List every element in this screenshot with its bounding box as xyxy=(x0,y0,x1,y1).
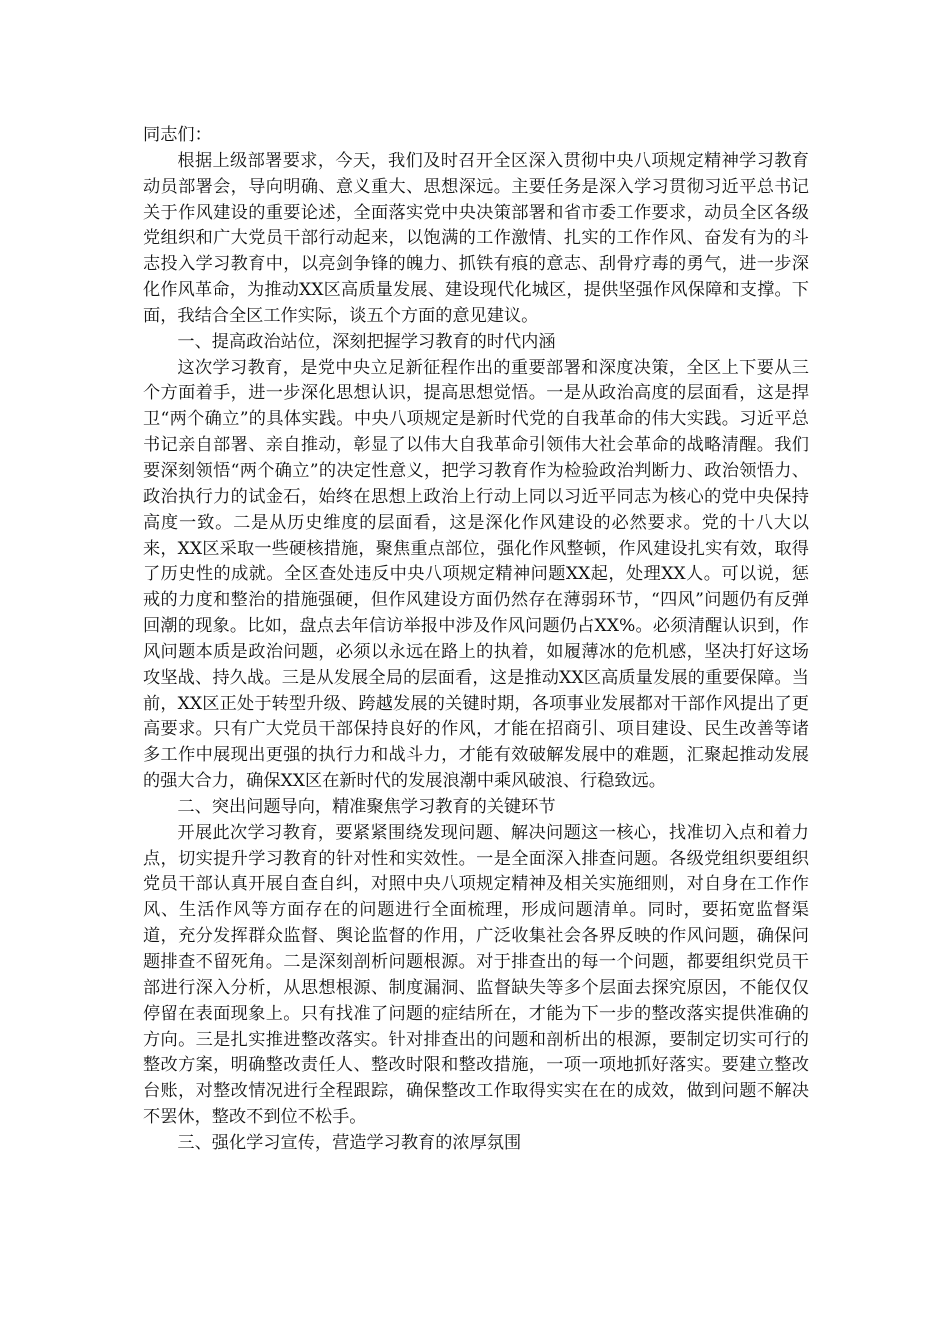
section-2-heading: 二、突出问题导向，精准聚焦学习教育的关键环节 xyxy=(177,796,556,817)
section-2-paragraph: 开展此次学习教育，要紧紧围绕发现问题、解决问题这一核心，找准切入点和着力点，切实提升学习教育的针对性和实效性。一是全面深入排查问题。各级党组织要组织党员干部认真开展自查自纠，对照中央八项规定精神及相关实施细则，对自身在工作作风、生活作风等方面存在的问题进行全面梳理，形成问题清单。同时，要拓宽监督渠道，充分发挥群众监督、舆论监督的作用，广泛收集社会各界反映的作风问题，确保问题排查不留死角。二是深刻剖析问题根源。对于排查出的每一个问题，都要组织党员干部进行深入分析，从思想根源、制度漏洞、监督缺失等多个层面去探究原因，不能仅仅停留在表面现象上。只有找准了问题的症结所在，才能为下一步的整改落实提供准确的方向。三是扎实推进整改落实。针对排查出的问题和剖析出的根源，要制定切实可行的整改方案，明确整改责任人、整改时限和整改措施，一项一项地抓好落实。要建立整改台账，对整改情况进行全程跟踪，确保整改工作取得实实在在的成效，做到问题不解决不罢休，整改不到位不松手。 xyxy=(143,822,809,1128)
section-1-heading: 一、提高政治站位，深刻把握学习教育的时代内涵 xyxy=(177,331,556,352)
intro-paragraph: 根据上级部署要求，今天，我们及时召开全区深入贯彻中央八项规定精神学习教育动员部署会，导向明确、意义重大、思想深远。主要任务是深入学习贯彻习近平总书记关于作风建设的重要论述，全面落实党中央决策部署和省市委工作要求，动员全区各级党组织和广大党员干部行动起来，以饱满的工作激情、扎实的工作作风、奋发有为的斗志投入学习教育中，以亮剑争锋的魄力、抓铁有痕的意志、刮骨疗毒的勇气，进一步深化作风革命，为推动XX区高质量发展、建设现代化城区，提供坚强作风保障和支撑。下面，我结合全区工作实际，谈五个方面的意见建议。 xyxy=(143,150,809,326)
salutation: 同志们： xyxy=(143,125,212,145)
section-3-heading: 三、强化学习宣传，营造学习教育的浓厚氛围 xyxy=(177,1132,522,1153)
section-1-paragraph: 这次学习教育，是党中央立足新征程作出的重要部署和深度决策，全区上下要从三个方面着手，进一步深化思想认识，提高思想觉悟。一是从政治高度的层面看，这是捍卫“两个确立”的具体实践。中央八项规定是新时代党的自我革命的伟大实践。习近平总书记亲自部署、亲自推动，彰显了以伟大自我革命引领伟大社会革命的战略清醒。我们要深刻领悟“两个确立”的决定性意义，把学习教育作为检验政治判断力、政治领悟力、政治执行力的试金石，始终在思想上政治上行动上同以习近平同志为核心的党中央保持高度一致。二是从历史维度的层面看，这是深化作风建设的必然要求。党的十八大以来，XX区采取一些硬核措施，聚焦重点部位，强化作风整顿，作风建设扎实有效，取得了历史性的成就。全区查处违反中央八项规定精神问题XX起，处理XX人。可以说，惩戒的力度和整治的措施强硬，但作风建设方面仍然存在薄弱环节，“四风”问题仍有反弹回潮的现象。比如，盘点去年信访举报中涉及作风问题仍占XX%。必须清醒认识到，作风问题本质是政治问题，必须以永远在路上的执着，如履薄冰的危机感，坚决打好这场攻坚战、持久战。三是从发展全局的层面看，这是推动XX区高质量发展的重要保障。当前，XX区正处于转型升级、跨越发展的关键时期，各项事业发展都对干部作风提出了更高要求。只有广大党员干部保持良好的作风，才能在招商引、项目建设、民生改善等诸多工作中展现出更强的执行力和战斗力，才能有效破解发展中的难题，汇聚起推动发展的强大合力，确保XX区在新时代的发展浪潮中乘风破浪、行稳致远。 xyxy=(143,357,809,792)
document-body xyxy=(143,123,809,1157)
